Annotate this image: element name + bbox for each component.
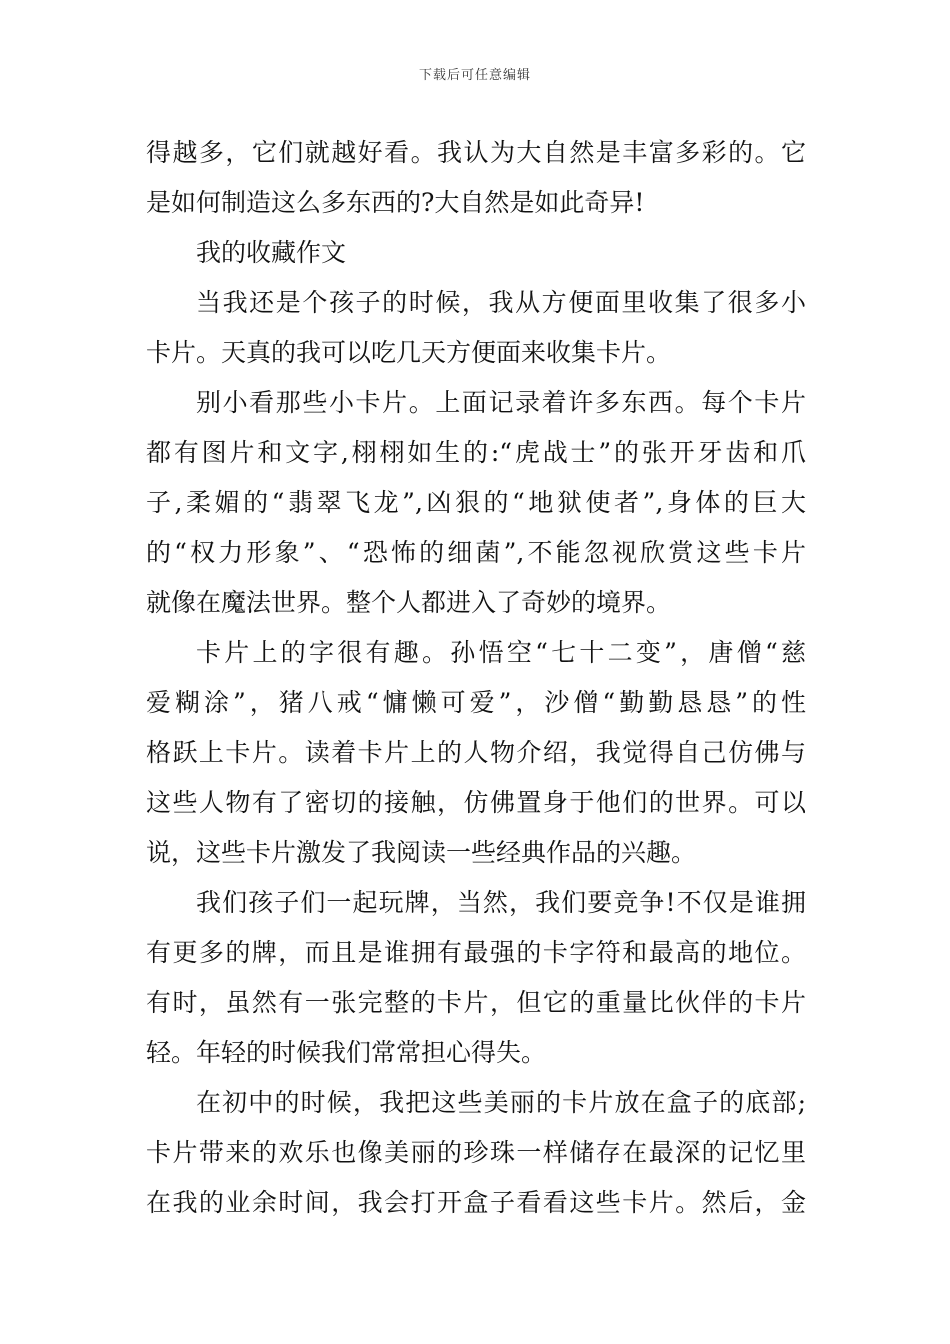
- text-line: 卡片。天真的我可以吃几天方便面来收集卡片。: [146, 338, 672, 367]
- text-line: 我们孩子们一起玩牌，当然，我们要竞争!不仅是谁拥: [196, 888, 806, 917]
- text-line: 这些人物有了密切的接触，仿佛置身于他们的世界。可以: [146, 788, 806, 817]
- text-line: 有时，虽然有一张完整的卡片，但它的重量比伙伴的卡片: [146, 988, 806, 1017]
- document-body: [146, 128, 806, 1228]
- text-line: 得越多，它们就越好看。我认为大自然是丰富多彩的。它: [146, 138, 806, 167]
- text-line: 的“权力形象”、“恐怖的细菌”,不能忽视欣赏这些卡片: [146, 538, 806, 567]
- text-line: 格跃上卡片。读着卡片上的人物介绍，我觉得自己仿佛与: [146, 738, 806, 767]
- text-line: 我的收藏作文: [196, 238, 347, 267]
- text-line: 别小看那些小卡片。上面记录着许多东西。每个卡片: [196, 388, 806, 417]
- text-line: 有更多的牌，而且是谁拥有最强的卡字符和最高的地位。: [146, 938, 806, 967]
- text-line: 在初中的时候，我把这些美丽的卡片放在盒子的底部;: [196, 1088, 806, 1117]
- text-line: 就像在魔法世界。整个人都进入了奇妙的境界。: [146, 588, 672, 617]
- text-line: 是如何制造这么多东西的?大自然是如此奇异!: [146, 188, 645, 217]
- text-line: 轻。年轻的时候我们常常担心得失。: [146, 1038, 547, 1067]
- text-line: 都有图片和文字,栩栩如生的:“虎战士”的张开牙齿和爪: [146, 438, 806, 467]
- text-line: 爱糊涂”，猪八戒“慵懒可爱”，沙僧“勤勤恳恳”的性: [146, 688, 806, 717]
- page-header: 下载后可任意编辑: [418, 68, 531, 83]
- text-line: 卡片上的字很有趣。孙悟空“七十二变”，唐僧“慈: [196, 638, 806, 667]
- text-line: 当我还是个孩子的时候，我从方便面里收集了很多小: [196, 288, 806, 317]
- text-line: 说，这些卡片激发了我阅读一些经典作品的兴趣。: [146, 838, 697, 867]
- text-line: 在我的业余时间，我会打开盒子看看这些卡片。然后，金: [146, 1188, 806, 1217]
- text-line: 子,柔媚的“翡翠飞龙”,凶狠的“地狱使者”,身体的巨大: [146, 488, 806, 517]
- text-line: 卡片带来的欢乐也像美丽的珍珠一样储存在最深的记忆里: [146, 1138, 806, 1167]
